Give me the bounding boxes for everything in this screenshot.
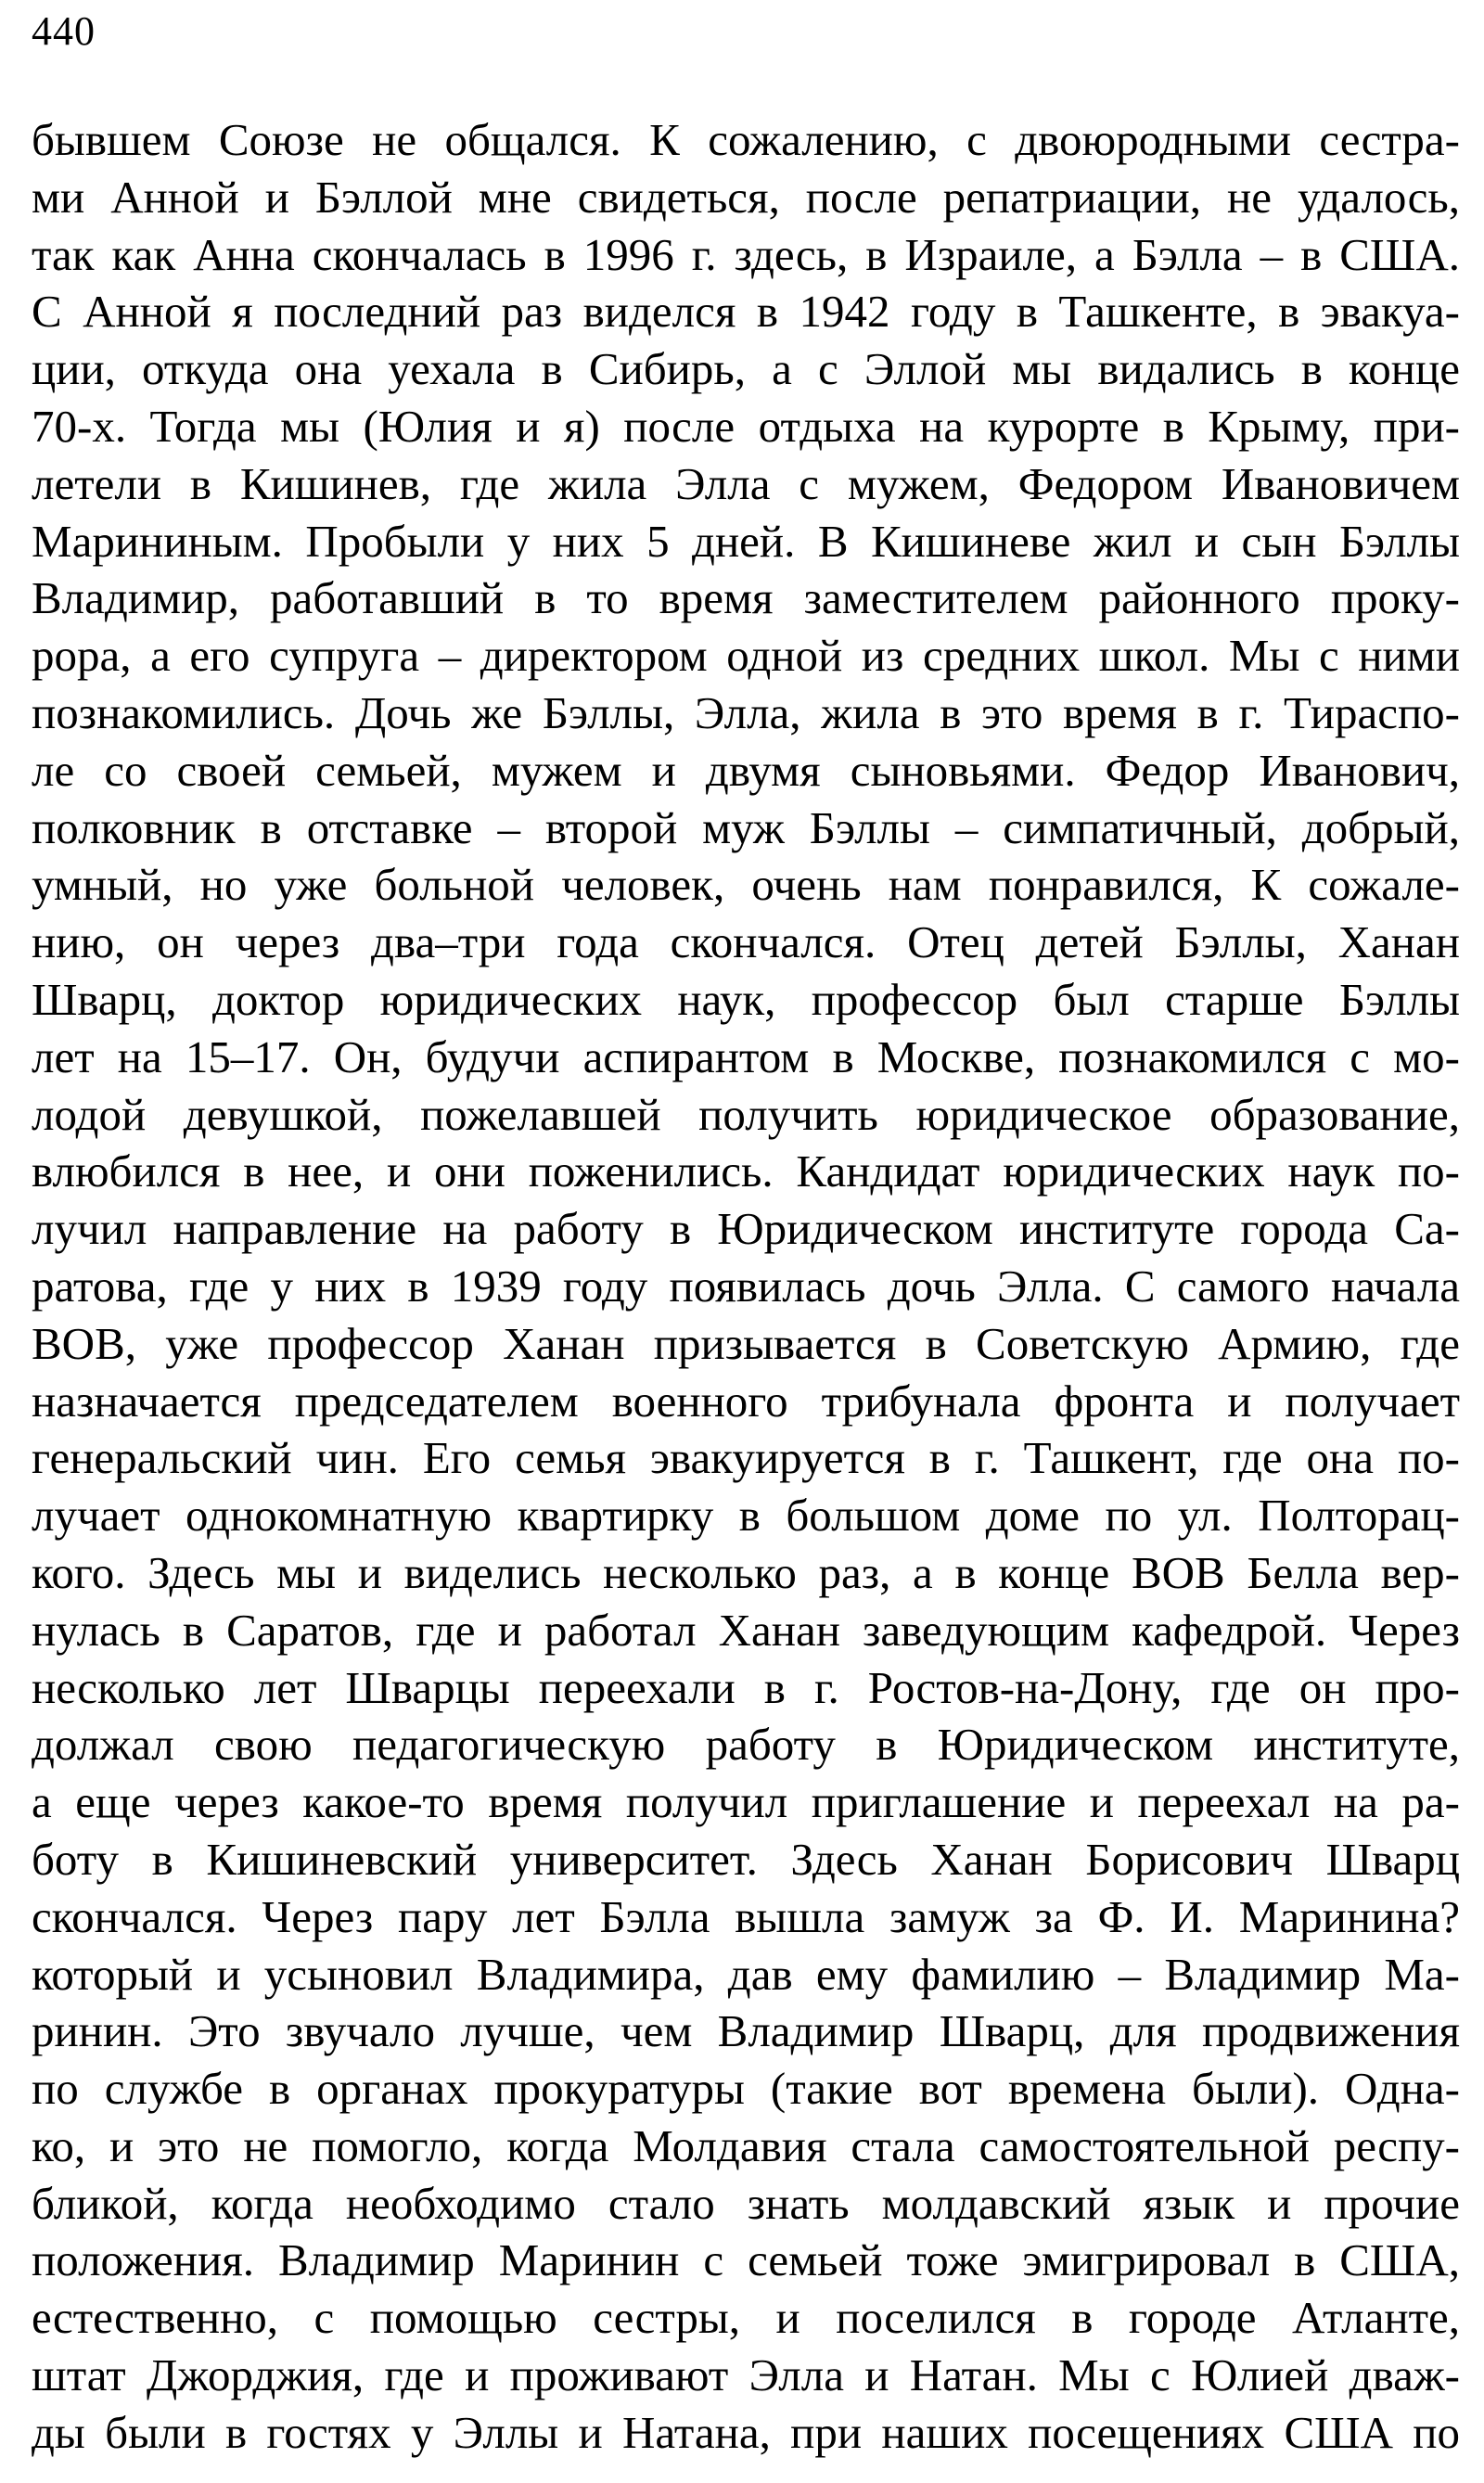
text-line: лет на 15–17. Он, будучи аспирантом в Москве, познакомился с мо- (32, 1030, 1460, 1082)
text-line: полковник в отставке – второй муж Бэллы – симпатичный, добрый, (32, 801, 1460, 853)
text-line: ды были в гостях у Эллы и Натана, при наших посещениях США по (32, 2406, 1460, 2458)
text-line: рора, а его супруга – директором одной из средних школ. Мы с ними (32, 630, 1460, 682)
text-line: Владимир, работавший в то время заместителем районного проку- (32, 572, 1460, 624)
text-line: скончался. Через пару лет Бэлла вышла замуж за Ф. И. Маринина? (32, 1890, 1460, 1942)
text-line: влюбился в нее, и они поженились. Кандидат юридических наук по- (32, 1146, 1460, 1197)
text-line: ВОВ, уже профессор Ханан призывается в Советскую Армию, где (32, 1317, 1460, 1369)
text-line: Шварц, доктор юридических наук, профессор был старше Бэллы (32, 973, 1460, 1025)
text-line: нию, он через два–три года скончался. Отец детей Бэллы, Ханан (32, 916, 1460, 968)
text-line: лодой девушкой, пожелавшей получить юридическое образование, (32, 1088, 1460, 1140)
text-line: лучает однокомнатную квартирку в большом доме по ул. Полторац- (32, 1490, 1460, 1542)
text-line: положения. Владимир Маринин с семьей тоже эмигрировал в США, (32, 2234, 1460, 2286)
text-line: а еще через какое-то время получил приглашение и переехал на ра- (32, 1776, 1460, 1828)
text-line: по службе в органах прокуратуры (такие вот времена были). Одна- (32, 2063, 1460, 2115)
text-line: нулась в Саратов, где и работал Ханан заведующим кафедрой. Через (32, 1604, 1460, 1656)
text-line: бликой, когда необходимо стало знать молдавский язык и прочие (32, 2177, 1460, 2229)
text-line: назначается председателем военного трибунала фронта и получает (32, 1375, 1460, 1427)
text-line: ратова, где у них в 1939 году появилась дочь Элла. С самого начала (32, 1260, 1460, 1312)
text-line: ко, и это не помогло, когда Молдавия стала самостоятельной респу- (32, 2119, 1460, 2171)
text-line: ринин. Это звучало лучше, чем Владимир Шварц, для продвижения (32, 2005, 1460, 2057)
text-line: штат Джорджия, где и проживают Элла и Натан. Мы с Юлией дваж- (32, 2349, 1460, 2401)
text-line: познакомились. Дочь же Бэллы, Элла, жила в это время в г. Тираспо- (32, 686, 1460, 738)
text-line: ции, откуда она уехала в Сибирь, а с Эллой мы видались в конце (32, 343, 1460, 395)
body-text (32, 111, 1460, 2462)
text-line: летели в Кишинев, где жила Элла с мужем, Федором Ивановичем (32, 457, 1460, 509)
text-line: 70-х. Тогда мы (Юлия и я) после отдыха на курорте в Крыму, при- (32, 400, 1460, 452)
text-line: лучил направление на работу в Юридическом институте города Са- (32, 1203, 1460, 1255)
text-line: несколько лет Шварцы переехали в г. Ростов-на-Дону, где он про- (32, 1661, 1460, 1713)
text-line: ми Анной и Бэллой мне свидеться, после репатриации, не удалось, (32, 171, 1460, 223)
text-line: который и усыновил Владимира, дав ему фамилию – Владимир Ма- (32, 1948, 1460, 2000)
text-line: умный, но уже больной человек, очень нам понравился, К сожале- (32, 859, 1460, 911)
text-line: естественно, с помощью сестры, и поселился в городе Атланте, (32, 2292, 1460, 2344)
text-line: боту в Кишиневский университет. Здесь Ханан Борисович Шварц (32, 1833, 1460, 1885)
text-line: Марининым. Пробыли у них 5 дней. В Кишиневе жил и сын Бэллы (32, 515, 1460, 567)
text-line: ле со своей семьей, мужем и двумя сыновьями. Федор Иванович, (32, 744, 1460, 796)
text-line: кого. Здесь мы и виделись несколько раз, а в конце ВОВ Белла вер- (32, 1546, 1460, 1598)
text-line: С Анной я последний раз виделся в 1942 году в Ташкенте, в эвакуа- (32, 286, 1460, 338)
text-line: генеральский чин. Его семья эвакуируется в г. Ташкент, где она по- (32, 1432, 1460, 1484)
text-line: так как Анна скончалась в 1996 г. здесь, в Израиле, а Бэлла – в США. (32, 228, 1460, 280)
text-line: должал свою педагогическую работу в Юридическом институте, (32, 1719, 1460, 1771)
text-line: бывшем Союзе не общался. К сожалению, с двоюродными сестра- (32, 114, 1460, 165)
page-number: 440 (32, 8, 96, 54)
